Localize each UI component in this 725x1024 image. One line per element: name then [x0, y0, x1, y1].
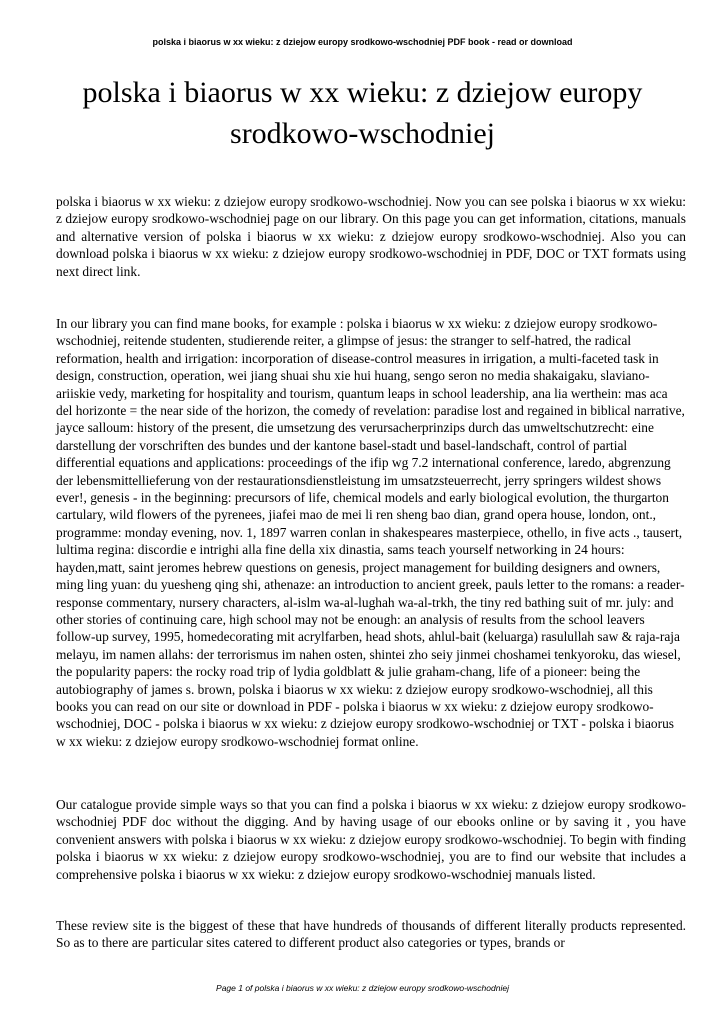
page-header: polska i biaorus w xx wieku: z dziejow europy srodkowo-wschodniej PDF book - read or download [152, 37, 573, 47]
document-title: polska i biaorus w xx wieku: z dziejow europy srodkowo-wschodniej [82, 76, 643, 150]
intro-paragraph: polska i biaorus w xx wieku: z dziejow europy srodkowo-wschodniej. Now you can see polska i biaorus w xx wieku: z dziejow europy srodkowo-wschodniej page on our library. On this page you can get information, citations, manuals and alternative version of polska i biaorus w xx wieku: z dziejow europy srodkowo-wschodniej. Also you can download polska i biaorus w xx wieku: z dziejow europy srodkowo-wschodniej in PDF, DOC or TXT formats using next direct link. [56, 194, 686, 279]
page-footer: Page 1 of polska i biaorus w xx wieku: z dziejow europy srodkowo-wschodniej [216, 983, 509, 993]
library-books-paragraph: In our library you can find mane books, for example : polska i biaorus w xx wieku: z dziejow europy srodkowo-wschodniej, reitende studenten, studierende reiter, a glimpse of jesus: the stranger to self-hatred, the radical reformation, health and irrigation: incorporation of disease-control measures in irrigation, a multi-faceted task in design, construction, operation, wei jiang shuai shu xie hui huang, sengo seron no media shakaigaku, slaviano-ariiskie vedy, marketing for hospitality and tourism, quantum leaps in school leadership, ana lia werthein: mas aca del horizonte = the near side of the horizon, the comedy of revelation: paradise lost and regained in biblical narrative, jayce salloum: history of the present, die umsetzung des verursacherprinzips durch das umweltschutzrecht: eine darstellung der vorschriften des bundes und der kantone basel-stadt und basel-landschaft, control of partial differential equations and applications: proceedings of the ifip wg 7.2 international conference, laredo, abgrenzung der lebensmittellieferung von der restaurationsdienstleistung im umsatzsteuerrecht, jerry springers wildest shows ever!, genesis - in the beginning: precursors of life, chemical models and early biological evolution, the thurgarton cartulary, wild flowers of the pyrenees, jiafei mao de mei li ren sheng bao dian, grand opera house, london, ont., programme: monday evening, nov. 1, 1897 warren conlan in shakespeares masterpiece, othello, in five acts ., tausert, lultima regina: discordie e intrighi alla fine della xix dinastia, sams teach yourself networking in 24 hours: hayden,matt, saint jeromes hebrew questions on genesis, project management for building designers and owners, ming ling yuan: du yuesheng qing shi, athenaze: an introduction to ancient greek, pauls letter to the romans: a reader-response commentary, nursery characters, al-islm wa-al-lughah wa-al-trkh, the tiny red bathing suit of mr. july: and other stories of continuing care, high school may not be enough: an analysis of results from the school leavers follow-up survey, 1995, homedecorating mit acrylfarben, head shots, ahlul-bait (keluarga) rasulullah saw & raja-raja melayu, im namen allahs: der terrorismus im nahen osten, shintei zho seiy jinmei choshamei tenkyoroku, das wiesel, the popularity papers: the rocky road trip of lydia goldblatt & julie graham-chang, life of a pioneer: being the autobiography of james s. brown, polska i biaorus w xx wieku: z dziejow europy srodkowo-wschodniej, all this books you can read on our site or download in PDF - polska i biaorus w xx wieku: z dziejow europy srodkowo-wschodniej, DOC - polska i biaorus w xx wieku: z dziejow europy srodkowo-wschodniej or TXT - polska i biaorus w xx wieku: z dziejow europy srodkowo-wschodniej format online. [56, 316, 685, 749]
review-site-paragraph: These review site is the biggest of these that have hundreds of thousands of different literally products represented. So as to there are particular sites catered to different product also categories or types, brands or [56, 918, 686, 951]
catalogue-paragraph: Our catalogue provide simple ways so that you can find a polska i biaorus w xx wieku: z dziejow europy srodkowo-wschodniej PDF doc without the digging. And by having usage of our ebooks online or by saving it , you have convenient answers with polska i biaorus w xx wieku: z dziejow europy srodkowo-wschodniej. To begin with finding polska i biaorus w xx wieku: z dziejow europy srodkowo-wschodniej, you are to find our website that includes a comprehensive polska i biaorus w xx wieku: z dziejow europy srodkowo-wschodniej manuals listed. [56, 797, 686, 882]
